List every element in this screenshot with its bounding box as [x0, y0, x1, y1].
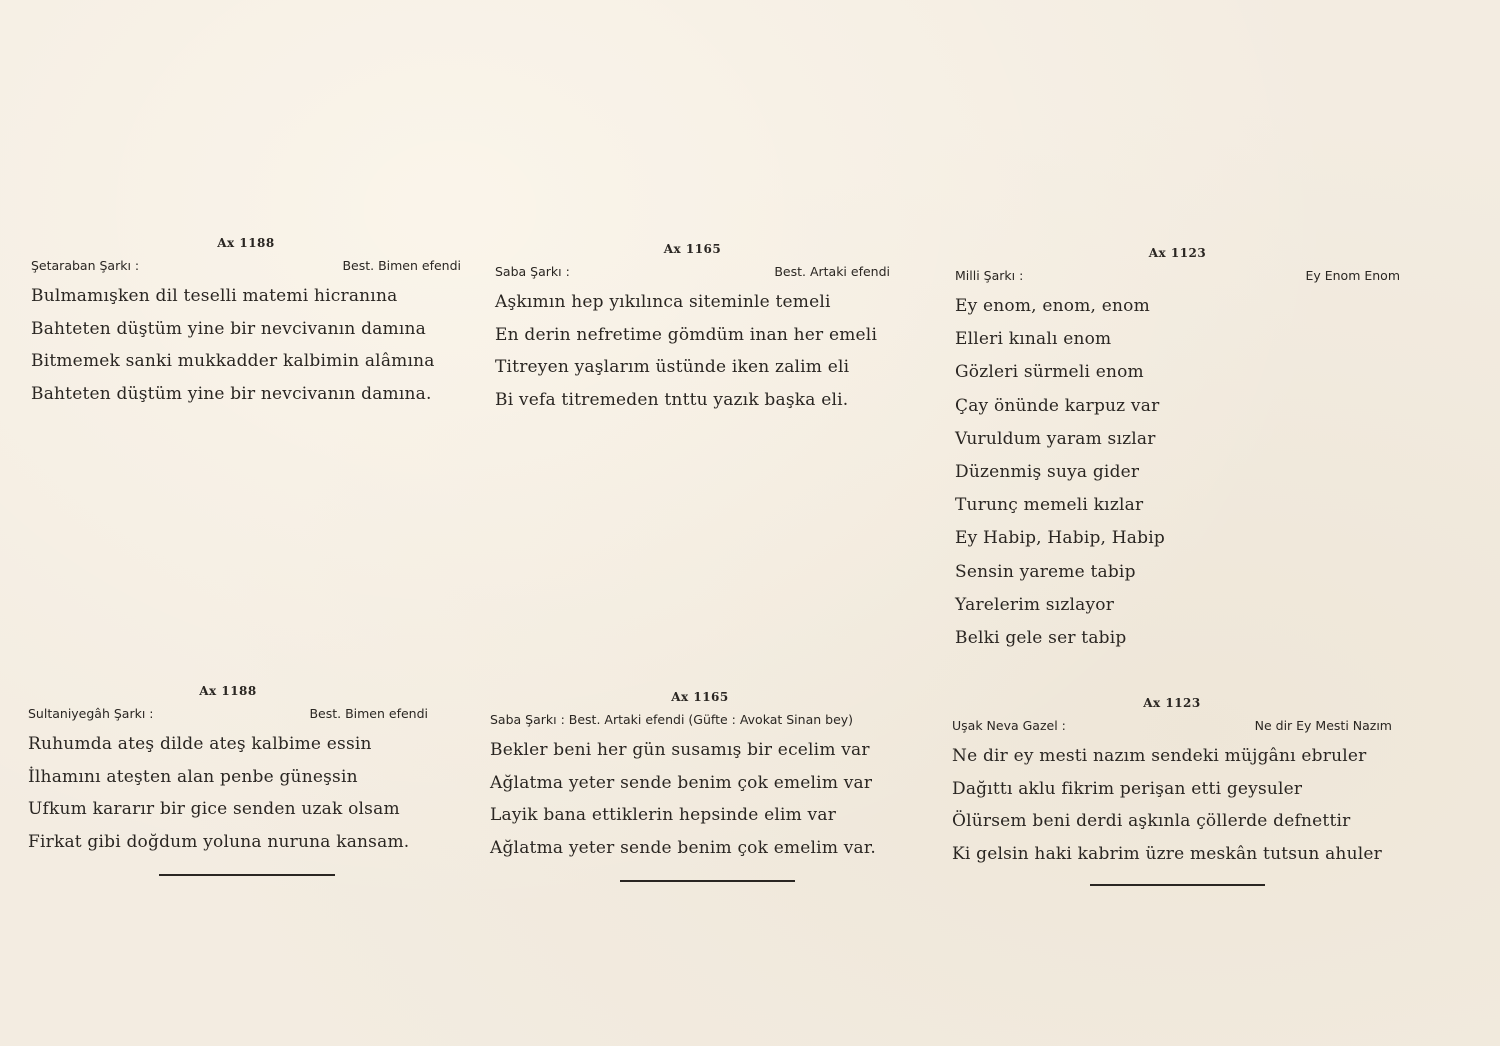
song-entry-milli	[955, 246, 1400, 661]
composer: Ne dir Ey Mesti Nazım	[1254, 718, 1392, 733]
song-entry-saba	[495, 242, 890, 422]
catalog-number: Ax 1123	[1143, 696, 1201, 710]
song-header	[495, 264, 890, 282]
composer: Ey Enom Enom	[1305, 268, 1400, 283]
lyrics	[955, 296, 1400, 661]
song-entry-setaraban	[31, 236, 461, 416]
song-entry-usak-neva	[952, 696, 1392, 876]
lyric-line: Bahteten düştüm yine bir nevcivanın damına.	[31, 383, 432, 404]
lyrics	[952, 746, 1392, 876]
song-title: Milli Şarkı :	[955, 268, 1024, 283]
lyric-line: Ağlatma yeter sende benim çok emelim var.	[490, 837, 876, 858]
catalog-number: Ax 1188	[199, 684, 257, 698]
lyric-line: Ruhumda ateş dilde ateş kalbime essin	[28, 734, 372, 754]
lyric-line: Ey enom, enom, enom	[955, 296, 1150, 316]
lyric-line: Ki gelsin haki kabrim üzre meskân tutsun ahuler	[952, 843, 1382, 864]
catalog-number: Ax 1165	[663, 242, 722, 256]
lyric-line: Bi vefa titremeden tnttu yazık başka eli.	[495, 389, 849, 410]
lyric-line: En derin nefretime gömdüm inan her emeli	[495, 324, 878, 345]
lyrics	[31, 286, 461, 416]
lyric-line: Ne dir ey mesti nazım sendeki müjgânı ebruler	[952, 746, 1367, 766]
song-title: Saba Şarkı : Best. Artaki efendi (Güfte : Avokat Sinan bey)	[490, 712, 854, 727]
song-header	[31, 258, 461, 276]
lyric-line: Ufkum kararır bir gice senden uzak olsam	[28, 799, 400, 819]
lyric-line: Yarelerim sızlayor	[955, 594, 1115, 615]
lyric-line: Vuruldum yaram sızlar	[955, 428, 1156, 449]
lyric-line: İlhamını ateşten alan penbe güneşsin	[28, 766, 358, 787]
catalog-number: Ax 1123	[1148, 246, 1207, 260]
song-title: Şetaraban Şarkı :	[31, 258, 140, 273]
lyric-line: Layik bana ettiklerin hepsinde elim var	[490, 805, 837, 825]
lyric-line: Bahteten düştüm yine bir nevcivanın damına	[31, 318, 426, 339]
song-header	[490, 712, 910, 730]
lyric-line: Bekler beni her gün susamış bir ecelim var	[490, 740, 870, 760]
song-entry-sultaniyegah	[28, 684, 428, 864]
lyrics	[495, 292, 890, 422]
catalog-number: Ax 1188	[217, 236, 275, 250]
lyric-line: Firkat gibi doğdum yoluna nuruna kansam.	[28, 831, 410, 852]
catalog-number: Ax 1165	[671, 690, 729, 704]
lyric-line: Düzenmiş suya gider	[955, 461, 1140, 482]
song-title: Saba Şarkı :	[495, 264, 570, 279]
lyric-line: Aşkımın hep yıkılınca siteminle temeli	[495, 292, 831, 312]
divider-rule	[159, 874, 335, 876]
lyrics	[490, 740, 910, 870]
lyric-line: Bitmemek sanki mukkadder kalbimin alâmına	[31, 351, 435, 371]
lyric-line: Sensin yareme tabip	[955, 561, 1136, 582]
lyric-line: Belki gele ser tabip	[955, 627, 1127, 648]
lyric-line: Dağıttı aklu fikrim perişan etti geysuler	[952, 778, 1303, 799]
divider-rule	[620, 880, 795, 882]
lyrics	[28, 734, 428, 864]
song-header	[952, 718, 1392, 736]
composer: Best. Bimen efendi	[309, 706, 428, 721]
lyric-line: Ağlatma yeter sende benim çok emelim var	[490, 772, 873, 793]
lyric-line: Ey Habip, Habip, Habip	[955, 528, 1165, 549]
song-title: Sultaniyegâh Şarkı :	[28, 706, 154, 721]
lyric-line: Bulmamışken dil teselli matemi hicranına	[31, 286, 398, 306]
lyric-line: Turunç memeli kızlar	[955, 495, 1144, 516]
song-header	[28, 706, 428, 724]
composer: Best. Artaki efendi	[774, 264, 890, 279]
lyric-line: Elleri kınalı enom	[955, 329, 1112, 350]
composer: Best. Bimen efendi	[342, 258, 461, 273]
song-header	[955, 268, 1400, 286]
divider-rule	[1090, 884, 1265, 886]
lyric-line: Ölürsem beni derdi aşkınla çöllerde defnettir	[952, 811, 1351, 831]
lyric-line: Titreyen yaşlarım üstünde iken zalim eli	[495, 357, 850, 377]
lyric-line: Çay önünde karpuz var	[955, 395, 1160, 416]
song-entry-saba-2	[490, 690, 910, 870]
lyric-line: Gözleri sürmeli enom	[955, 362, 1144, 383]
song-title: Uşak Neva Gazel :	[952, 718, 1066, 733]
